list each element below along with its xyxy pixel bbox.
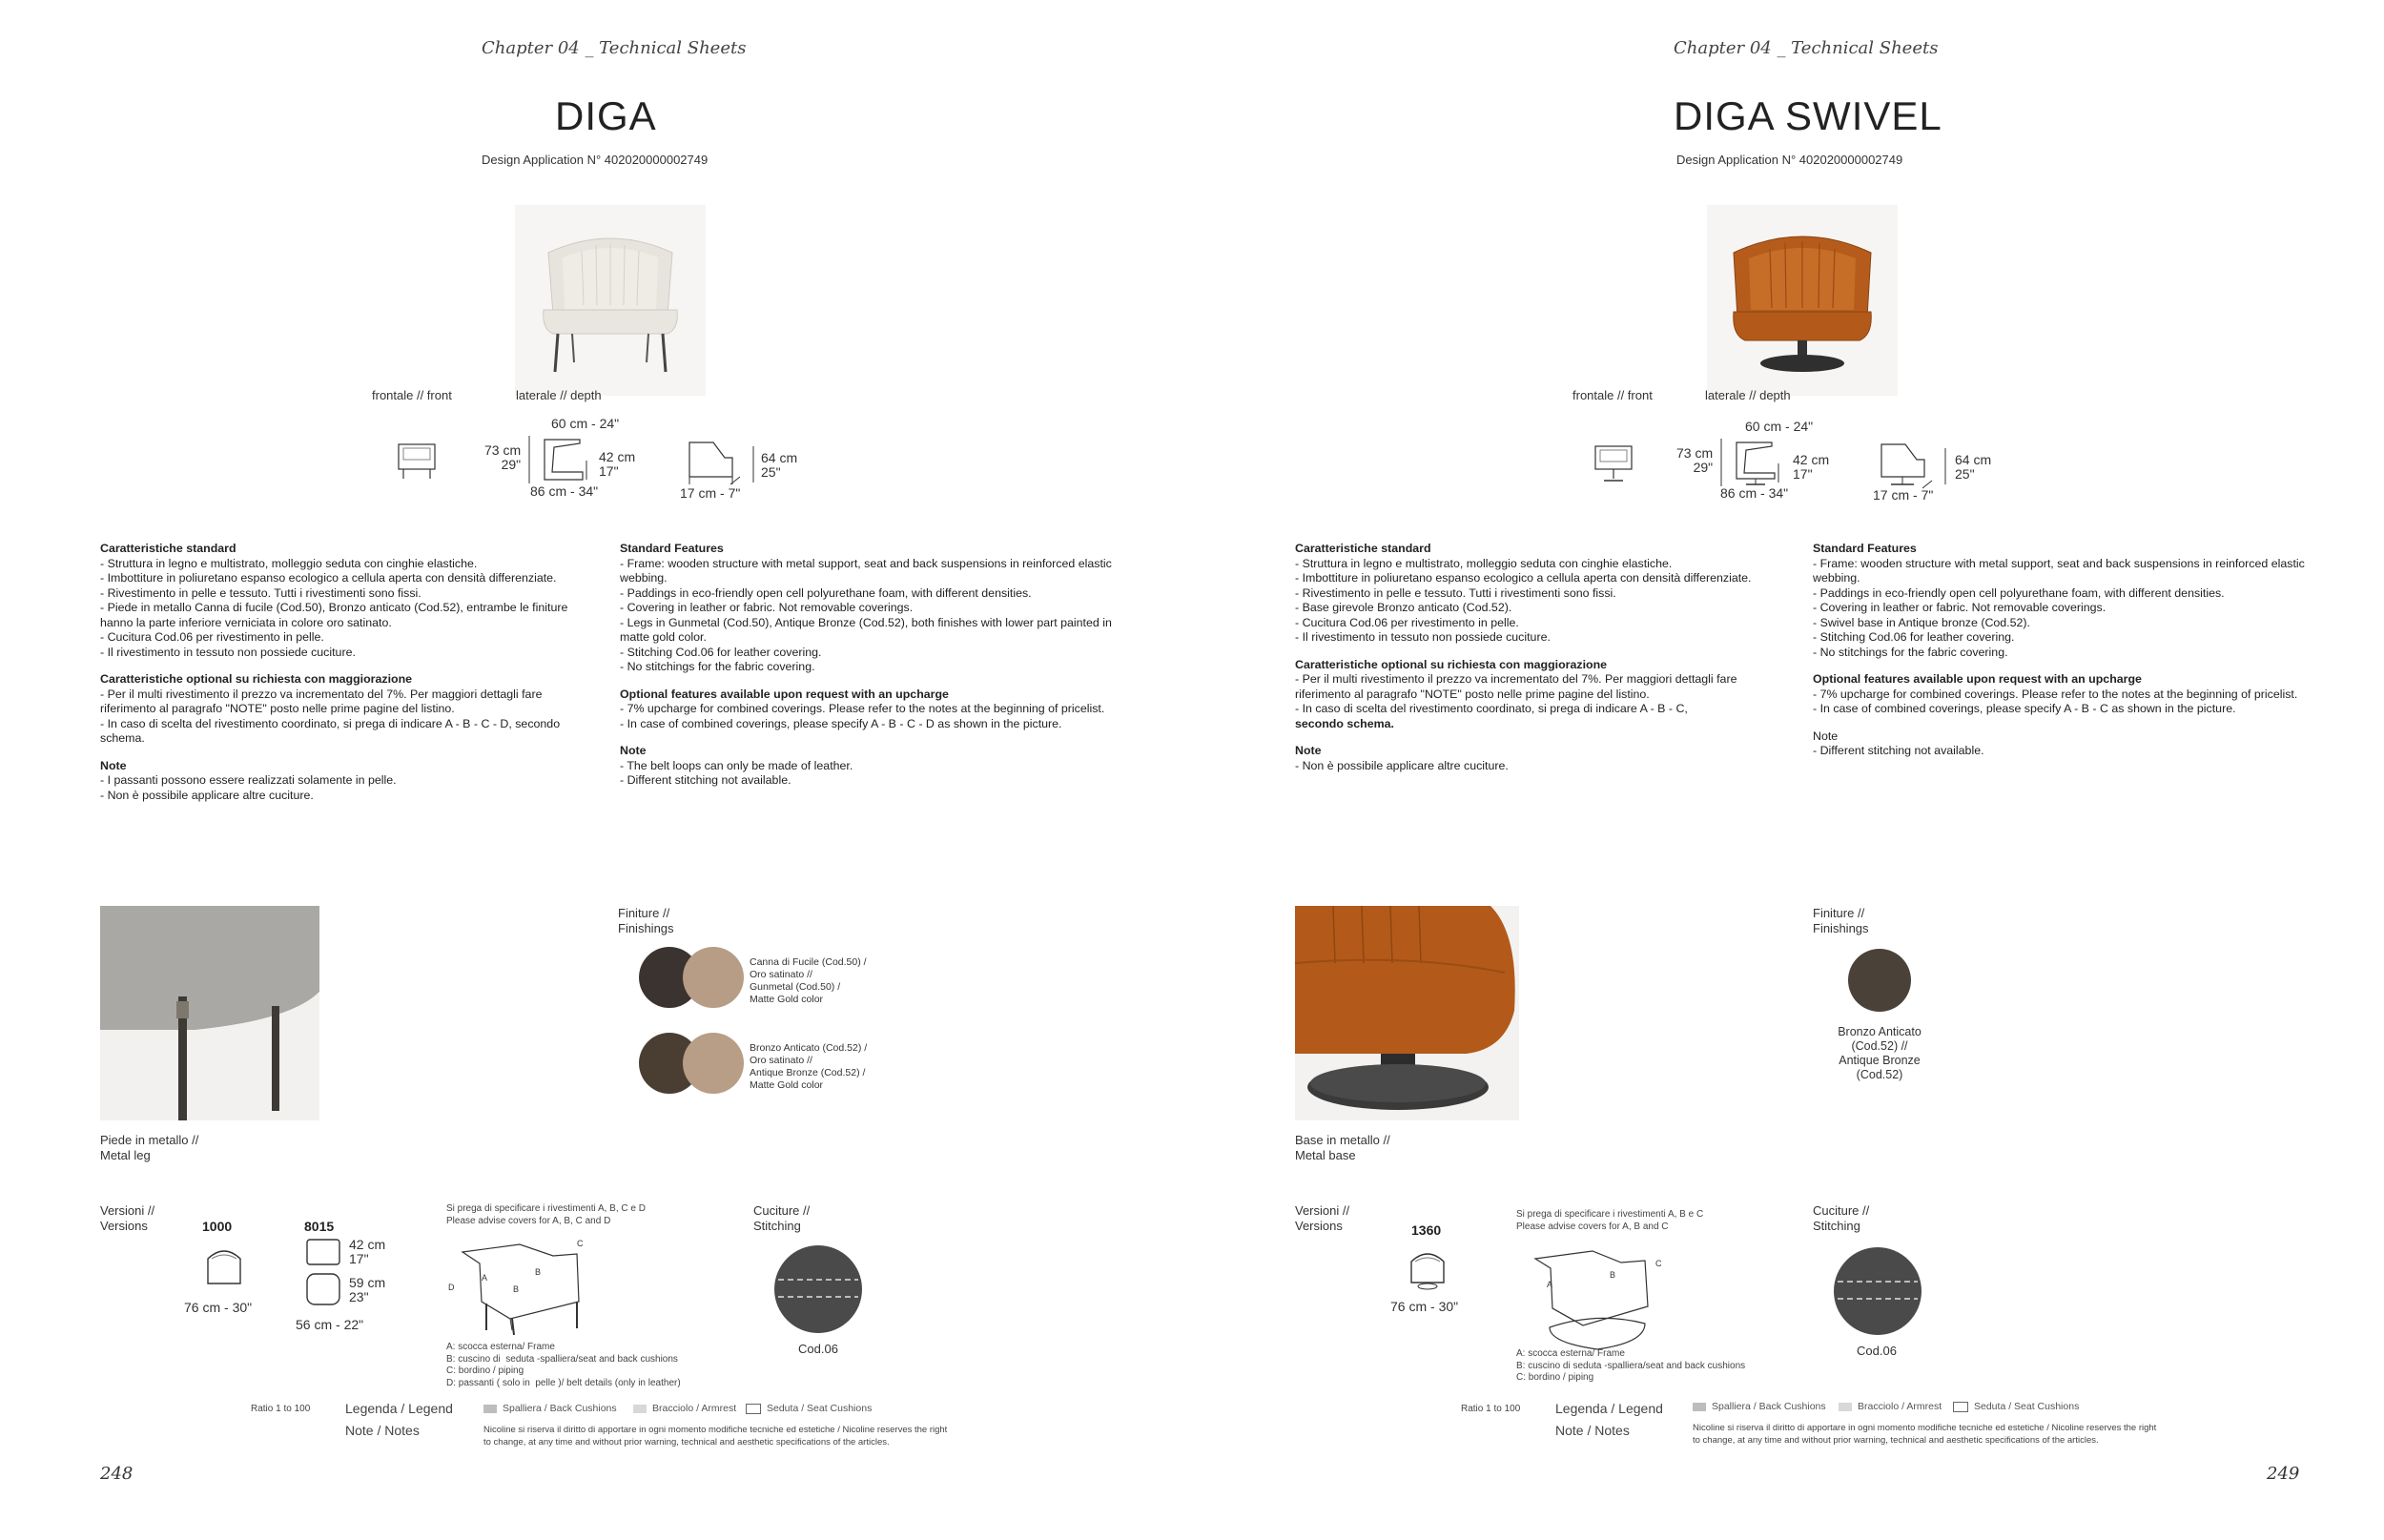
feature-item: - Struttura in legno e multistrato, molleggio seduta con cinghie elastiche. xyxy=(100,556,478,570)
cover-legend: A: scocca esterna/ Frame B: cuscino di seduta -spalliera/seat and back cushions C: bordino / piping xyxy=(1516,1348,1746,1383)
feature-item: - Imbottiture in poliuretano espanso ecologico a cellula aperta con densità differenziate. xyxy=(1295,571,1752,585)
svg-text:D: D xyxy=(448,1283,455,1292)
finish-label: Bronzo Anticato (Cod.52) / Oro satinato // Antique Bronze (Cod.52) / Matte Gold color xyxy=(750,1042,868,1091)
svg-text:C: C xyxy=(577,1239,584,1248)
dim-depth-sketch: 17 cm - 7" xyxy=(680,485,741,501)
heading-note-it: Note xyxy=(100,758,127,772)
feature-item: - Il rivestimento in tessuto non possiede cuciture. xyxy=(1295,630,1551,644)
metal-base-photo xyxy=(1295,906,1519,1120)
feature-item: - Stitching Cod.06 for leather covering. xyxy=(1813,630,2015,644)
heading-standard-en: Standard Features xyxy=(620,542,724,555)
legend-swatch-back xyxy=(1693,1403,1706,1411)
finish-label: Bronzo Anticato (Cod.52) // Antique Bronze (Cod.52) xyxy=(1838,1025,1922,1081)
feature-item: - Covering in leather or fabric. Not removable coverings. xyxy=(620,601,914,614)
features-italian xyxy=(100,542,596,815)
version-1360-dim: 76 cm - 30" xyxy=(1390,1299,1459,1314)
ratio-label: Ratio 1 to 100 xyxy=(251,1404,311,1414)
dim-seat-height: 42 cm 17" xyxy=(599,449,636,479)
version-1360-sketch xyxy=(1404,1244,1451,1292)
finish-label: Canna di Fucile (Cod.50) / Oro satinato // Gunmetal (Cod.50) / Matte Gold color xyxy=(750,956,867,1005)
legend-text: Spalliera / Back Cushions xyxy=(503,1403,617,1414)
disclaimer: Nicoline si riserva il diritto di apportare in ogni momento modifiche tecniche ed estetiche / Nicoline reserves the right to change, at any time and without prior warning, technical and aesthetic specifications of the articles. xyxy=(1693,1423,2157,1446)
feature-item: - Rivestimento in pelle e tessuto. Tutti i rivestimenti sono fissi. xyxy=(100,585,421,600)
legend-back-cushions xyxy=(1693,1401,1826,1412)
product-title: DIGA SWIVEL xyxy=(1674,93,1942,138)
version-1000-dim: 76 cm - 30" xyxy=(184,1300,253,1315)
svg-text:A: A xyxy=(482,1273,488,1283)
page-number: 248 xyxy=(100,1464,134,1484)
heading-note-en: Note xyxy=(620,744,647,757)
version-8015-dim-b: 59 cm 23" xyxy=(349,1275,386,1304)
legend-back-cushions xyxy=(483,1403,617,1414)
feature-item: - Legs in Gunmetal (Cod.50), Antique Bronze (Cod.52), both finishes with lower part painted in matte gold color. xyxy=(620,615,1112,644)
legend-label: Legenda / Legend xyxy=(345,1401,453,1416)
hero-chair-image xyxy=(515,205,706,396)
swatch-matte-gold-2 xyxy=(683,1033,744,1094)
swatch-antique-bronze xyxy=(1848,949,1911,1012)
feature-item: - Imbottiture in poliuretano espanso ecologico a cellula aperta con densità differenziate. xyxy=(100,571,557,585)
heading-standard-en: Standard Features xyxy=(1813,542,1917,555)
version-code: 1000 xyxy=(202,1219,233,1234)
legend-block xyxy=(345,1398,453,1442)
legend-seat-cushions xyxy=(1953,1401,2079,1412)
dim-height-right: 64 cm 25" xyxy=(1955,452,1992,482)
feature-item: - Il rivestimento in tessuto non possiede cuciture. xyxy=(100,645,356,659)
feature-item: - Swivel base in Antique bronze (Cod.52). xyxy=(1813,615,2030,629)
chapter-header: Chapter 04 _ Technical Sheets xyxy=(1674,38,1939,58)
legend-text: Bracciolo / Armrest xyxy=(652,1403,737,1414)
stitching-code: Cod.06 xyxy=(798,1342,838,1356)
heading-optional-en: Optional features available upon request with an upcharge xyxy=(620,687,949,701)
page-249 xyxy=(1192,0,2384,1540)
feature-item: - Base girevole Bronzo anticato (Cod.52). xyxy=(1295,601,1512,614)
cover-note: Si prega di specificare i rivestimenti A, B e C Please advise covers for A, B and C xyxy=(1516,1209,1704,1232)
stitching-title: Cuciture // Stitching xyxy=(1813,1203,1870,1233)
features-english xyxy=(1813,542,2309,771)
legend-block xyxy=(1555,1398,1663,1442)
stitching-swatch xyxy=(772,1243,864,1335)
dim-width-top: 60 cm - 24" xyxy=(551,416,620,431)
dim-height-right: 64 cm 25" xyxy=(761,450,798,480)
finishings-title: Finiture // Finishings xyxy=(1813,906,1869,935)
legend-armrest xyxy=(633,1403,736,1414)
feature-item: - Per il multi rivestimento il prezzo va incrementato del 7%. Per maggiori dettagli fare riferimento al paragrafo "NOTE" posto nelle prime pagine del listino. xyxy=(100,687,543,715)
svg-text:C: C xyxy=(1655,1259,1662,1268)
legend-armrest xyxy=(1839,1401,1942,1412)
feature-item: - In caso di scelta del rivestimento coordinato, si prega di indicare A - B - C - D, secondo schema. xyxy=(100,716,561,745)
versions-title: Versioni // Versions xyxy=(100,1203,155,1233)
side-sketch xyxy=(1719,437,1781,489)
side-sketch-2 xyxy=(685,439,761,491)
design-application: Design Application N° 402020000002749 xyxy=(1676,153,1903,167)
feature-item: - Cucitura Cod.06 per rivestimento in pelle. xyxy=(100,630,324,644)
feature-item: - In case of combined coverings, please specify A - B - C - D as shown in the picture. xyxy=(620,716,1062,730)
feature-item: - Frame: wooden structure with metal support, seat and back suspensions in reinforced elastic webbing. xyxy=(1813,556,2305,585)
view-front-label: frontale // front xyxy=(1572,388,1653,402)
design-application: Design Application N° 402020000002749 xyxy=(482,153,709,167)
ratio-label: Ratio 1 to 100 xyxy=(1461,1404,1521,1414)
feature-item: - Different stitching not available. xyxy=(620,773,791,787)
legend-swatch-seat xyxy=(1953,1402,1968,1412)
metal-base-caption: Base in metallo // Metal base xyxy=(1295,1133,1390,1162)
legend-swatch-seat xyxy=(746,1404,761,1414)
feature-item: - I passanti possono essere realizzati solamente in pelle. xyxy=(100,773,397,787)
dim-depth-sketch: 17 cm - 7" xyxy=(1873,487,1934,503)
features-english xyxy=(620,542,1116,801)
hero-swivel-chair-image xyxy=(1707,205,1898,396)
version-8015-sketch xyxy=(303,1238,345,1314)
view-side-label: laterale // depth xyxy=(516,388,602,402)
feature-item: - No stitchings for the fabric covering. xyxy=(620,660,815,673)
legend-swatch-armrest xyxy=(633,1405,647,1413)
cover-note: Si prega di specificare i rivestimenti A, B, C e D Please advise covers for A, B, C and D xyxy=(446,1203,646,1226)
feature-item: - Per il multi rivestimento il prezzo va incrementato del 7%. Per maggiori dettagli fare riferimento al paragrafo "NOTE" posto nelle prime pagine del listino. xyxy=(1295,672,1737,701)
legend-swatch-armrest xyxy=(1839,1403,1852,1411)
dim-seat-height: 42 cm 17" xyxy=(1793,452,1830,482)
finishings-title: Finiture // Finishings xyxy=(618,906,674,935)
feature-item: - The belt loops can only be made of leather. xyxy=(620,758,853,772)
notes-label: Note / Notes xyxy=(345,1423,420,1438)
feature-item: - Cucitura Cod.06 per rivestimento in pelle. xyxy=(1295,615,1519,629)
feature-item: - Non è possibile applicare altre cuciture. xyxy=(1295,758,1509,772)
cover-legend: A: scocca esterna/ Frame B: cuscino di seduta -spalliera/seat and back cushions C: bordino / piping D: passanti ( solo in pelle )/ belt details (only in leather) xyxy=(446,1342,681,1388)
dim-height-left: 73 cm 29" xyxy=(1676,445,1714,475)
heading-note-en: Note xyxy=(1813,729,1839,743)
feature-item: - Frame: wooden structure with metal support, seat and back suspensions in reinforced elastic webbing. xyxy=(620,556,1112,585)
feature-item: - 7% upcharge for combined coverings. Please refer to the notes at the beginning of pricelist. xyxy=(1813,687,2298,701)
feature-item: - No stitchings for the fabric covering. xyxy=(1813,645,2008,659)
metal-leg-caption: Piede in metallo // Metal leg xyxy=(100,1133,199,1162)
feature-item: - Piede in metallo Canna di fucile (Cod.50), Bronzo anticato (Cod.52), entrambe le finiture hanno la parte inferiore verniciata in colore oro satinato. xyxy=(100,601,568,629)
feature-item: - In case of combined coverings, please specify A - B - C as shown in the picture. xyxy=(1813,702,2236,715)
stitching-code: Cod.06 xyxy=(1857,1344,1897,1358)
legend-text: Bracciolo / Armrest xyxy=(1858,1401,1942,1412)
features-italian xyxy=(1295,542,1791,786)
feature-item: - Stitching Cod.06 for leather covering. xyxy=(620,645,822,659)
heading-optional-it: Caratteristiche optional su richiesta con maggiorazione xyxy=(100,672,413,686)
feature-item: - Non è possibile applicare altre cuciture. xyxy=(100,788,314,802)
dim-depth-bottom: 86 cm - 34" xyxy=(1720,485,1789,501)
feature-item: - 7% upcharge for combined coverings. Please refer to the notes at the beginning of pricelist. xyxy=(620,702,1105,715)
product-title: DIGA xyxy=(555,93,657,138)
front-sketch xyxy=(1593,441,1635,486)
svg-text:B: B xyxy=(535,1267,542,1277)
heading-optional-it: Caratteristiche optional su richiesta con maggiorazione xyxy=(1295,657,1608,671)
stitching-title: Cuciture // Stitching xyxy=(753,1203,811,1233)
svg-text:B: B xyxy=(513,1284,520,1294)
heading-note-it: Note xyxy=(1295,744,1322,757)
feature-item: - Struttura in legno e multistrato, molleggio seduta con cinghie elastiche. xyxy=(1295,556,1673,570)
front-sketch xyxy=(396,439,439,482)
page-number: 249 xyxy=(2267,1464,2300,1484)
feature-item: - Different stitching not available. xyxy=(1813,744,1984,757)
view-front-label: frontale // front xyxy=(372,388,452,402)
version-code: 8015 xyxy=(304,1219,335,1234)
dim-height-left: 73 cm 29" xyxy=(484,442,522,472)
notes-label: Note / Notes xyxy=(1555,1423,1630,1438)
version-8015-dim-a: 42 cm 17" xyxy=(349,1237,386,1266)
versions-title: Versioni // Versions xyxy=(1295,1203,1350,1233)
heading-standard-it: Caratteristiche standard xyxy=(100,542,236,555)
version-code: 1360 xyxy=(1411,1222,1442,1238)
svg-text:A: A xyxy=(1547,1280,1553,1289)
feature-item: - Paddings in eco-friendly open cell polyurethane foam, with different densities. xyxy=(620,585,1032,600)
legend-text: Seduta / Seat Cushions xyxy=(1974,1401,2080,1412)
version-1000-sketch xyxy=(200,1242,248,1289)
version-8015-dim-c: 56 cm - 22" xyxy=(296,1317,364,1332)
feature-item: - Rivestimento in pelle e tessuto. Tutti i rivestimenti sono fissi. xyxy=(1295,585,1616,600)
dim-width-top: 60 cm - 24" xyxy=(1745,419,1814,434)
legend-swatch-back xyxy=(483,1405,497,1413)
heading-optional-en: Optional features available upon request with an upcharge xyxy=(1813,672,2142,686)
feature-item: - Covering in leather or fabric. Not removable coverings. xyxy=(1813,601,2107,614)
swatch-matte-gold xyxy=(683,947,744,1008)
view-side-label: laterale // depth xyxy=(1705,388,1791,402)
feature-item: - In caso di scelta del rivestimento coordinato, si prega di indicare A - B - C, xyxy=(1295,702,1688,715)
chapter-header: Chapter 04 _ Technical Sheets xyxy=(482,38,747,58)
legend-text: Seduta / Seat Cushions xyxy=(767,1403,873,1414)
feature-item-bold: secondo schema. xyxy=(1295,716,1394,730)
legend-text: Spalliera / Back Cushions xyxy=(1712,1401,1826,1412)
legend-label: Legenda / Legend xyxy=(1555,1401,1663,1416)
side-sketch xyxy=(527,434,589,486)
cover-scheme-sketch xyxy=(1526,1240,1678,1354)
feature-item: - Paddings in eco-friendly open cell polyurethane foam, with different densities. xyxy=(1813,585,2225,600)
heading-standard-it: Caratteristiche standard xyxy=(1295,542,1431,555)
stitching-swatch xyxy=(1832,1245,1923,1337)
svg-text:B: B xyxy=(1610,1270,1616,1280)
legend-seat-cushions xyxy=(746,1403,872,1414)
side-sketch-2 xyxy=(1877,441,1953,493)
dim-depth-bottom: 86 cm - 34" xyxy=(530,483,599,499)
cover-scheme-sketch xyxy=(443,1235,596,1340)
disclaimer: Nicoline si riserva il diritto di apportare in ogni momento modifiche tecniche ed estetiche / Nicoline reserves the right to change, at any time and without prior warning, technical and aesthetic specifications of the articles. xyxy=(483,1425,948,1448)
metal-leg-photo xyxy=(100,906,319,1120)
